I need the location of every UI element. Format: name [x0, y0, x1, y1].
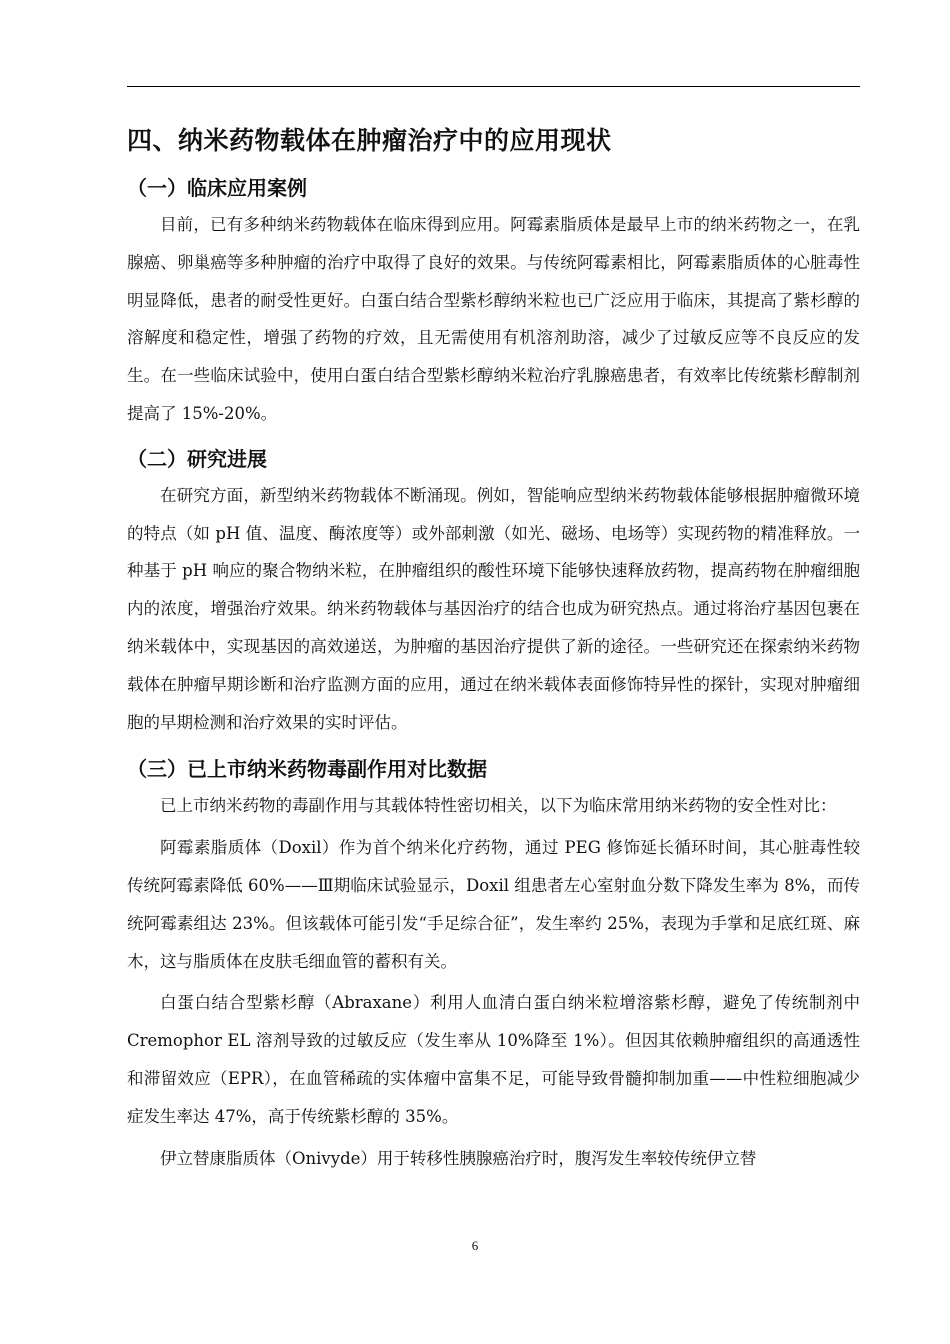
paragraph: 目前，已有多种纳米药物载体在临床得到应用。阿霉素脂质体是最早上市的纳米药物之一，在乳腺癌、卵巢癌等多种肿瘤的治疗中取得了良好的效果。与传统阿霉素相比，阿霉素脂质体的心脏毒性明显降低，患者的耐受性更好。白蛋白结合型紫杉醇纳米粒也已广泛应用于临床，其提高了紫杉醇的溶解度和稳定性，增强了药物的疗效，且无需使用有机溶剂助溶，减少了过敏反应等不良反应的发生。在一些临床试验中，使用白蛋白结合型紫杉醇纳米粒治疗乳腺癌患者，有效率比传统紫杉醇制剂提高了 15%-20%。 — [127, 215, 860, 423]
page-content — [127, 118, 860, 1177]
header-rule — [127, 86, 860, 87]
chapter-heading: 四、纳米药物载体在肿瘤治疗中的应用现状 — [127, 126, 612, 155]
section-title-clinical-cases: （一）临床应用案例 — [127, 176, 307, 200]
section-title-research-progress: （二）研究进展 — [127, 446, 267, 471]
page-number: 6 — [471, 1238, 479, 1253]
paragraph: 在研究方面，新型纳米药物载体不断涌现。例如，智能响应型纳米药物载体能够根据肿瘤微环境的特点（如 pH 值、温度、酶浓度等）或外部刺激（如光、磁场、电场等）实现药物的精准释放。一种基于 pH 响应的聚合物纳米粒，在肿瘤组织的酸性环境下能够快速释放药物，提高药物在肿瘤细胞内的浓度，增强治疗效果。纳米药物载体与基因治疗的结合也成为研究热点。通过将治疗基因包裹在纳米载体中，实现基因的高效递送，为肿瘤的基因治疗提供了新的途径。一些研究还在探索纳米药物载体在肿瘤早期诊断和治疗监测方面的应用，通过在纳米载体表面修饰特异性的探针，实现对肿瘤细胞的早期检测和治疗效果的实时评估。 — [127, 485, 860, 732]
paragraph: 阿霉素脂质体（Doxil）作为首个纳米化疗药物，通过 PEG 修饰延长循环时间，其心脏毒性较传统阿霉素降低 60%——Ⅲ期临床试验显示，Doxil 组患者左心室射血分数下降发生率为 8%，而传统阿霉素组达 23%。但该载体可能引发“手足综合征”，发生率约 25%，表现为手掌和足底红斑、麻木，这与脂质体在皮肤毛细血管的蓄积有关。 — [127, 838, 860, 971]
paragraph: 白蛋白结合型紫杉醇（Abraxane）利用人血清白蛋白纳米粒增溶紫杉醇，避免了传统制剂中 Cremophor EL 溶剂导致的过敏反应（发生率从 10%降至 1%）。但因其依赖肿瘤组织的高通透性和滞留效应（EPR），在血管稀疏的实体瘤中富集不足，可能导致骨髓抑制加重——中性粒细胞减少症发生率达 47%，高于传统紫杉醇的 35%。 — [127, 993, 860, 1126]
paragraph: 已上市纳米药物的毒副作用与其载体特性密切相关，以下为临床常用纳米药物的安全性对比： — [160, 796, 837, 816]
section-title-side-effect-comparison: （三）已上市纳米药物毒副作用对比数据 — [127, 757, 487, 782]
paragraph: 伊立替康脂质体（Onivyde）用于转移性胰腺癌治疗时，腹泻发生率较传统伊立替 — [160, 1148, 757, 1168]
